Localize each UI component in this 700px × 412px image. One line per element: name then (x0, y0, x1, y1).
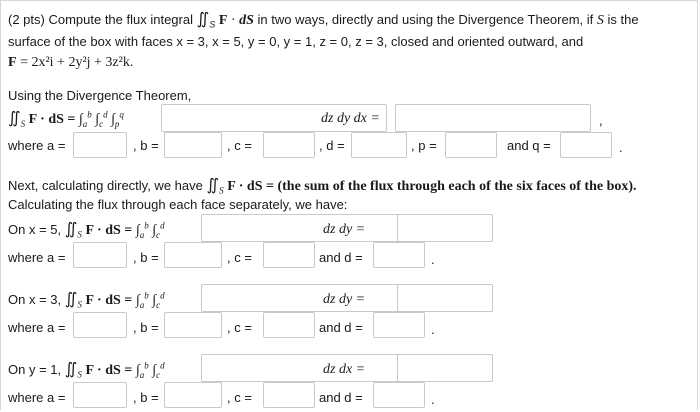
direct-intro (8, 178, 637, 195)
face-2-b-input[interactable] (164, 312, 222, 338)
double-integral-symbol: ∬ (196, 11, 210, 28)
flux-lhs: F · dS = (85, 363, 133, 378)
bound-q-input[interactable] (560, 132, 612, 158)
label-b: , b = (133, 138, 159, 153)
bound-a: a (82, 118, 88, 129)
face-1-period: . (431, 252, 435, 267)
problem-is-the: is the (603, 12, 639, 27)
surface-subscript: S (77, 229, 82, 240)
problem-line-2: surface of the box with faces x = 3, x = 5, y = 0, y = 1, z = 0, z = 3, closed and oriented outward, and (8, 34, 584, 49)
differential-text: dz dy dx = (321, 111, 380, 126)
double-integral-symbol: ∬ (64, 221, 78, 238)
label-q: and q = (507, 138, 551, 153)
face-2-a-input[interactable] (73, 312, 127, 338)
flux-result-input[interactable] (395, 104, 591, 132)
face-3-on: On y = 1, (8, 362, 62, 377)
face-1-label-b: , b = (133, 250, 159, 265)
dot-operator: · (227, 13, 240, 28)
bound-b: b (87, 109, 92, 120)
problem-line-1 (8, 12, 639, 29)
face-2-result-input[interactable] (397, 284, 493, 312)
face-1-differential: dz dy = (323, 222, 366, 237)
face-2-on: On x = 3, (8, 292, 62, 307)
double-integral-symbol: ∬ (64, 361, 78, 378)
bound-c: c (99, 118, 104, 129)
face-3-label (8, 362, 165, 379)
face-1-result-input[interactable] (397, 214, 493, 242)
face-2-label-a: where a = (8, 320, 66, 335)
double-integral-bounds: $\int_a^b$ $\int_c^d$ (135, 290, 165, 310)
face-2-label (8, 292, 165, 309)
face-3-differential: dz dx = (323, 362, 366, 377)
face-2-c-input[interactable] (263, 312, 315, 338)
face-1-d-input[interactable] (373, 242, 425, 268)
comma-text: , (599, 113, 603, 128)
bound-d: d (103, 109, 108, 120)
period-text: . (619, 140, 623, 155)
field-lhs: F (8, 55, 17, 70)
face-3-label-d: and d = (319, 390, 363, 405)
face-1-b-input[interactable] (164, 242, 222, 268)
bound-p: p (114, 118, 120, 129)
face-2-label-d: and d = (319, 320, 363, 335)
face-3-c-input[interactable] (263, 382, 315, 408)
label-d: , d = (319, 138, 345, 153)
double-integral-bounds: $\int_a^b$ $\int_c^d$ (135, 220, 165, 240)
bound-d-input[interactable] (351, 132, 407, 158)
direct-intro-line2: Calculating the flux through each face separately, we have: (8, 197, 348, 212)
face-3-a-input[interactable] (73, 382, 127, 408)
flux-lhs: F · dS = (85, 223, 133, 238)
points-text: (2 pts) Compute the flux integral (8, 12, 193, 27)
face-1-label-d: and d = (319, 250, 363, 265)
bound-p-input[interactable] (445, 132, 497, 158)
double-integral-symbol: ∬ (206, 177, 220, 194)
vector-f: F (218, 13, 228, 28)
bound-b-input[interactable] (164, 132, 222, 158)
bound-c-input[interactable] (263, 132, 315, 158)
face-1-label-a: where a = (8, 250, 66, 265)
surface-subscript: S (209, 19, 216, 30)
double-integral-symbol: ∬ (8, 110, 21, 127)
label-p: , p = (411, 138, 437, 153)
flux-lhs: F · dS = (85, 293, 133, 308)
bound-q: q (119, 109, 124, 120)
face-1-a-input[interactable] (73, 242, 127, 268)
face-3-result-input[interactable] (397, 354, 493, 382)
face-2-label-b: , b = (133, 320, 159, 335)
direct-intro-sum: F · dS = (the sum of the flux through each of the six faces of the box). (227, 179, 637, 194)
face-2-d-input[interactable] (373, 312, 425, 338)
flux-lhs: F · dS = (28, 112, 79, 127)
face-2-differential: dz dy = (323, 292, 366, 307)
face-1-label (8, 222, 165, 239)
face-3-label-b: , b = (133, 390, 159, 405)
surface-symbol: S (596, 13, 604, 28)
bound-a-input[interactable] (73, 132, 127, 158)
surface-subscript: S (219, 185, 224, 196)
divergence-heading: Using the Divergence Theorem, (8, 88, 192, 103)
face-1-label-c: , c = (227, 250, 252, 265)
surface-element: dS (239, 13, 254, 28)
problem-intro-rest: in two ways, directly and using the Divergence Theorem, if (253, 12, 597, 27)
face-3-b-input[interactable] (164, 382, 222, 408)
direct-intro-text: Next, calculating directly, we have (8, 178, 203, 193)
face-1-c-input[interactable] (263, 242, 315, 268)
label-c: , c = (227, 138, 252, 153)
face-3-period: . (431, 392, 435, 407)
double-integral-symbol: ∬ (64, 291, 78, 308)
face-3-label-c: , c = (227, 390, 252, 405)
face-2-period: . (431, 322, 435, 337)
label-a: where a = (8, 138, 66, 153)
surface-subscript: S (77, 299, 82, 310)
face-3-d-input[interactable] (373, 382, 425, 408)
face-3-label-a: where a = (8, 390, 66, 405)
face-2-label-c: , c = (227, 320, 252, 335)
double-integral-bounds: $\int_a^b$ $\int_c^d$ (135, 360, 165, 380)
divergence-integral (8, 111, 124, 128)
field-rhs: = 2x²i + 2y²j + 3z²k. (16, 55, 134, 70)
vector-field-definition (8, 55, 133, 71)
surface-subscript: S (20, 118, 26, 129)
triple-integral-bounds: $\int_a^b$ $\int_c^d$ $\int_p^q$ (78, 109, 124, 129)
surface-subscript: S (77, 369, 82, 380)
face-1-on: On x = 5, (8, 222, 62, 237)
